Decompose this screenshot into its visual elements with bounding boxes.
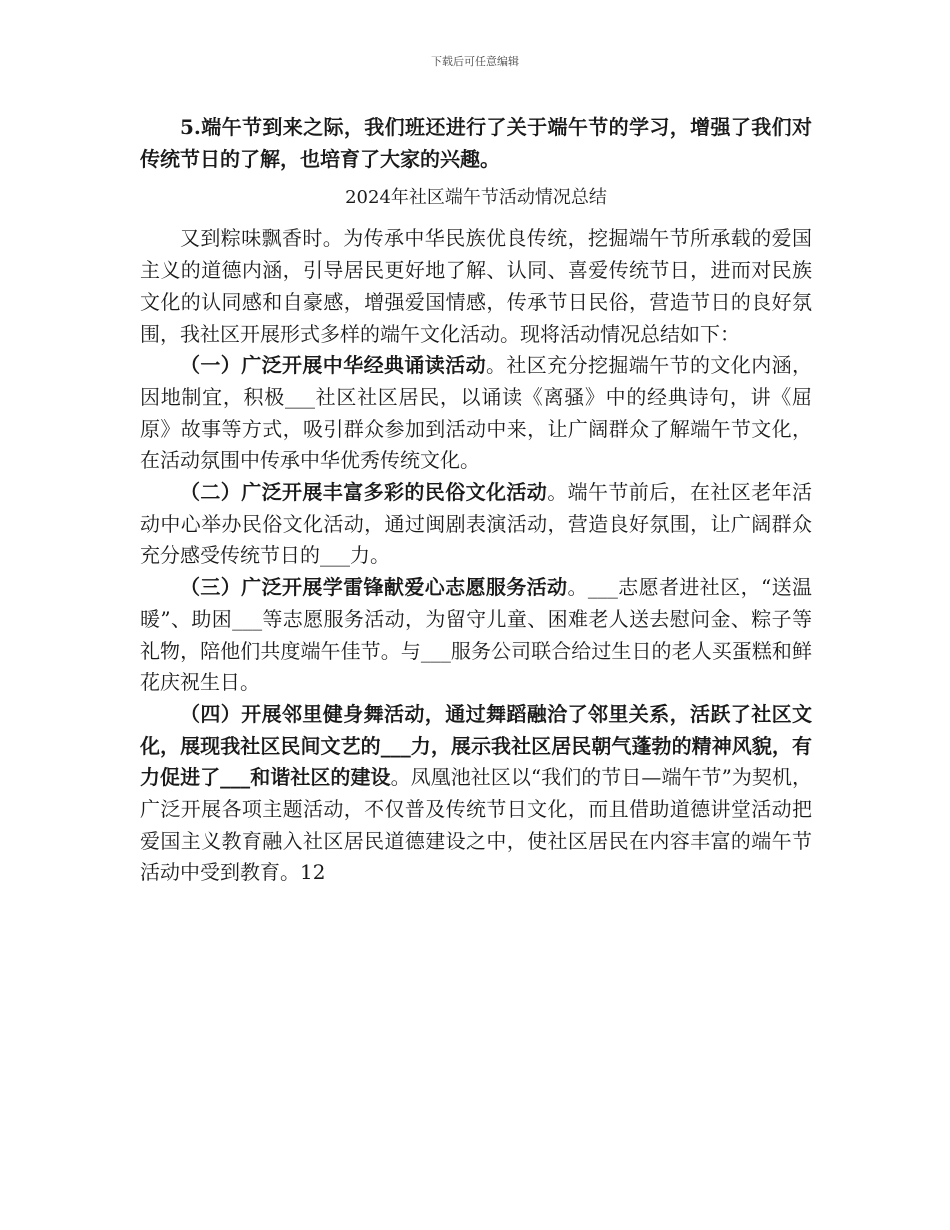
intro-paragraph: 5.端午节到来之际，我们班还进行了关于端午节的学习，增强了我们对传统节日的了解，也培育了大家的兴趣。	[140, 115, 812, 171]
section-2-text: 。端午节前后，在社区老年活动中心举办民俗文化活动，通过闽剧表演活动，营造良好氛围，让广阔群众充分感受传统节日的___力。	[140, 480, 813, 568]
paragraph-section-2	[140, 477, 812, 572]
document-body	[140, 112, 812, 889]
section-3-text: 。___志愿者进社区，“送温暖”、助困___等志愿服务活动，为留守儿童、困难老人送去慰问金、粽子等礼物，陪他们共度端午佳节。与___服务公司联合给过生日的老人买蛋糕和鲜花庆祝生日。	[140, 575, 812, 695]
section-4-text: 。凤凰池社区以“我们的节日—端午节”为契机，广泛开展各项主题活动，不仅普及传统节日文化，而且借助道德讲堂活动把爱国主义教育融入社区居民道德建设之中，使社区居民在内容丰富的端午节活动中受到教育。12	[140, 765, 812, 885]
paragraph-section-4	[140, 699, 812, 889]
page-header: 下载后可任意编辑	[431, 55, 519, 68]
paragraph-opening	[140, 223, 812, 350]
section-2-heading: （二）广泛开展丰富多彩的民俗文化活动	[180, 480, 548, 505]
document-title: 2024年社区端午节活动情况总结	[345, 187, 607, 209]
paragraph-text: 又到粽味飘香时。为传承中华民族优良传统，挖掘端午节所承载的爱国主义的道德内涵，引导居民更好地了解、认同、喜爱传统节日，进而对民族文化的认同感和自豪感，增强爱国情感，传承节日民俗，营造节日的良好氛围，我社区开展形式多样的端午文化活动。现将活动情况总结如下：	[140, 226, 812, 346]
section-1-text: 。社区充分挖掘端午节的文化内涵，因地制宜，积极___社区社区居民，以诵读《离骚》中的经典诗句，讲《屈原》故事等方式，吸引群众参加到活动中来，让广阔群众了解端午节文化，在活动氛围中传承中华优秀传统文化。	[140, 353, 812, 473]
paragraph-section-3	[140, 572, 812, 699]
section-3-heading: （三）广泛开展学雷锋献爱心志愿服务活动	[180, 575, 568, 600]
paragraph-section-1	[140, 350, 812, 477]
section-1-heading: （一）广泛开展中华经典诵读活动	[180, 353, 486, 378]
section-4-heading: （四）开展邻里健身舞活动，通过舞蹈融洽了邻里关系，活跃了社区文化，展现我社区民间文艺的___力，展示我社区居民朝气蓬勃的精神风貌，有力促进了___和谐社区的建设	[140, 701, 812, 790]
